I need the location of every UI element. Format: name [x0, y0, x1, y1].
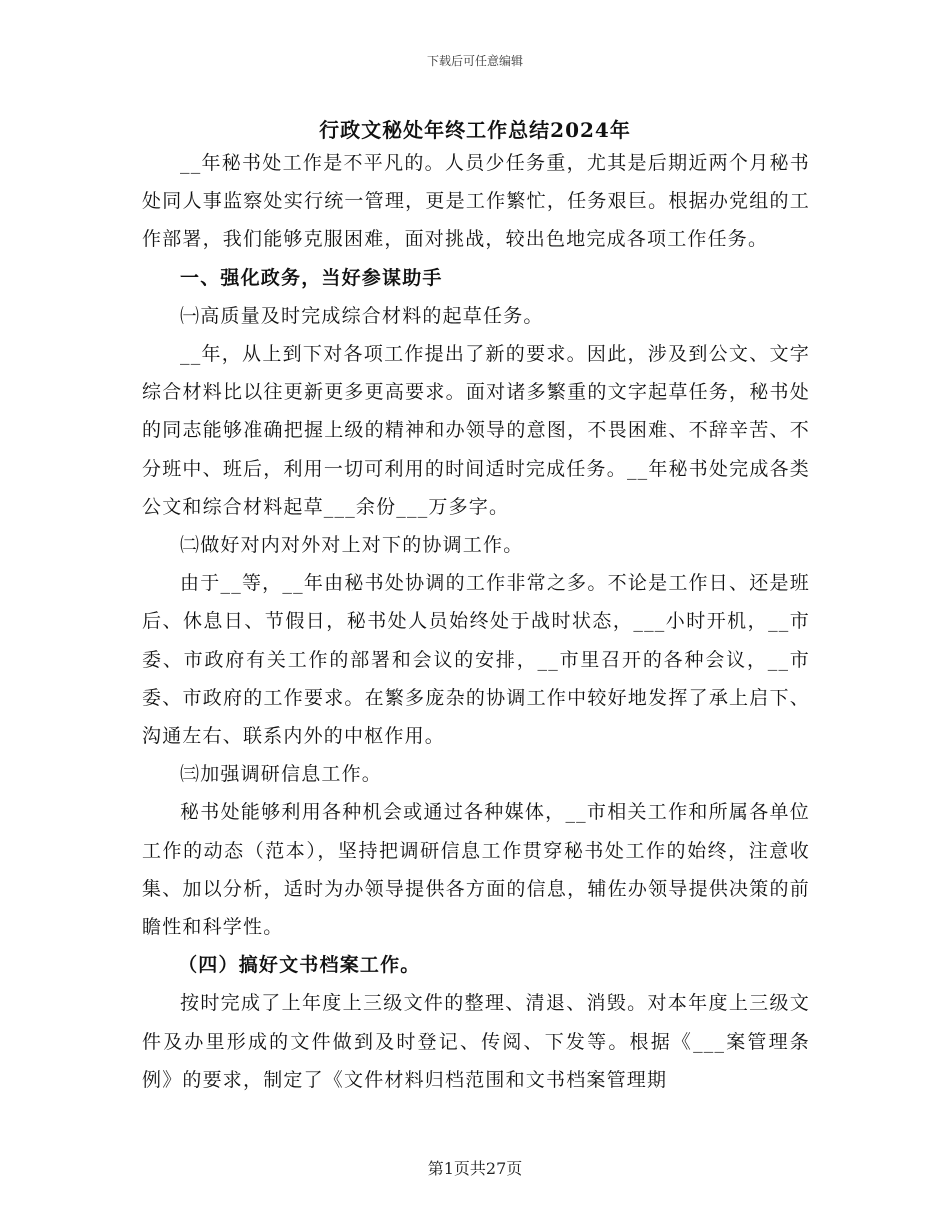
- paragraph-intro: __年秘书处工作是不平凡的。人员少任务重，尤其是后期近两个月秘书处同人事监察处实行统一管理，更是工作繁忙，任务艰巨。根据办党组的工作部署，我们能够克服困难，面对挑战，较出色地完成各项工作任务。: [142, 152, 810, 251]
- subheading-2: ㈡做好对内对外对上对下的协调工作。: [180, 534, 524, 557]
- paragraph-drafting: __年，从上到下对各项工作提出了新的要求。因此，涉及到公文、文字综合材料比以往更新更多更高要求。面对诸多繁重的文字起草任务，秘书处的同志能够准确把握上级的精神和办领导的意图，不畏困难、不辞辛苦、不分班中、班后，利用一切可利用的时间适时完成任务。__年秘书处完成各类公文和综合材料起草___余份___万多字。: [142, 343, 810, 518]
- document-body: [142, 144, 810, 1099]
- paragraph-coordination: 由于__等，__年由秘书处协调的工作非常之多。不论是工作日、还是班后、休息日、节假日，秘书处人员始终处于战时状态，___小时开机，__市委、市政府有关工作的部署和会议的安排，__市里召开的各种会议，__市委、市政府的工作要求。在繁多庞杂的协调工作中较好地发挥了承上启下、沟通左右、联系内外的中枢作用。: [142, 572, 810, 748]
- document-title: 行政文秘处年终工作总结2024年: [319, 118, 631, 142]
- subheading-3: ㈢加强调研信息工作。: [180, 763, 383, 786]
- paragraph-archives: 按时完成了上年度上三级文件的整理、清退、消毁。对本年度上三级文件及办里形成的文件做到及时登记、传阅、下发等。根据《___案管理条例》的要求，制定了《文件材料归档范围和文书档案管理期: [142, 992, 810, 1091]
- page-header-note: 下载后可任意编辑: [426, 54, 523, 68]
- section-heading-1: 一、强化政务，当好参谋助手: [180, 266, 443, 289]
- paragraph-research: 秘书处能够利用各种机会或通过各种媒体，__市相关工作和所属各单位工作的动态（范本），坚持把调研信息工作贯穿秘书处工作的始终，注意收集、加以分析，适时为办领导提供各方面的信息，辅佐办领导提供决策的前瞻性和科学性。: [142, 801, 810, 939]
- page-footer-number: 第1页共27页: [427, 1159, 523, 1178]
- subheading-1: ㈠高质量及时完成综合材料的起草任务。: [180, 304, 544, 327]
- subheading-4: （四）搞好文书档案工作。: [178, 954, 421, 977]
